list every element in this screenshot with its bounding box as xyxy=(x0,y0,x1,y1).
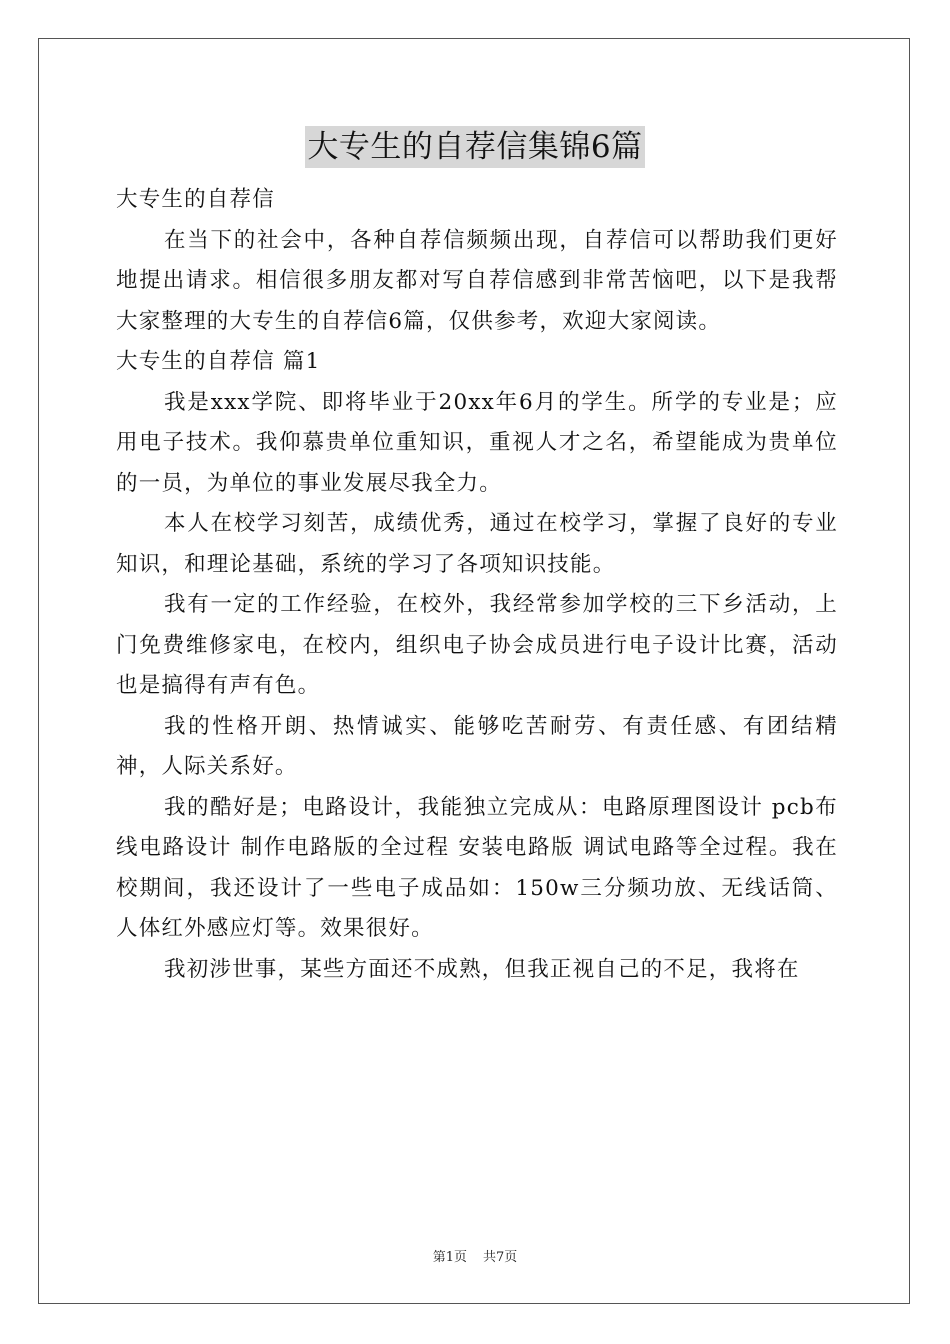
document-title: 大专生的自荐信集锦6篇 xyxy=(305,126,644,168)
page-number-total: 共7页 xyxy=(483,1250,518,1265)
intro-paragraph: 在当下的社会中，各种自荐信频频出现，自荐信可以帮助我们更好地提出请求。相信很多朋友都对写自荐信感到非常苦恼吧，以下是我帮大家整理的大专生的自荐信6篇，仅供参考，欢迎大家阅读。 xyxy=(116,227,838,334)
title-container xyxy=(0,126,950,168)
body-paragraph: 我初涉世事，某些方面还不成熟，但我正视自己的不足，我将在 xyxy=(164,956,800,982)
page-footer xyxy=(0,1246,950,1265)
document-body xyxy=(116,180,838,990)
section-heading: 大专生的自荐信 篇1 xyxy=(116,349,321,374)
body-paragraph: 我是xxx学院、即将毕业于20xx年6月的学生。所学的专业是；应用电子技术。我仰慕贵单位重知识，重视人才之名，希望能成为贵单位的一员，为单位的事业发展尽我全力。 xyxy=(116,389,838,496)
intro-heading: 大专生的自荐信 xyxy=(116,187,275,212)
body-paragraph: 本人在校学习刻苦，成绩优秀，通过在校学习，掌握了良好的专业知识，和理论基础，系统的学习了各项知识技能。 xyxy=(116,511,838,577)
body-paragraph: 我有一定的工作经验，在校外，我经常参加学校的三下乡活动，上门免费维修家电，在校内，组织电子协会成员进行电子设计比赛，活动也是搞得有声有色。 xyxy=(116,592,838,698)
body-paragraph: 我的性格开朗、热情诚实、能够吃苦耐劳、有责任感、有团结精神，人际关系好。 xyxy=(116,713,838,779)
body-paragraph: 我的酷好是；电路设计，我能独立完成从：电路原理图设计 pcb布线电路设计 制作电路版的全过程 安装电路版 调试电路等全过程。我在校期间，我还设计了一些电子成品如：150w三分频功放、无线话筒、人体红外感应灯等。效果很好。 xyxy=(116,794,838,941)
page-number-current: 第1页 xyxy=(432,1250,467,1265)
